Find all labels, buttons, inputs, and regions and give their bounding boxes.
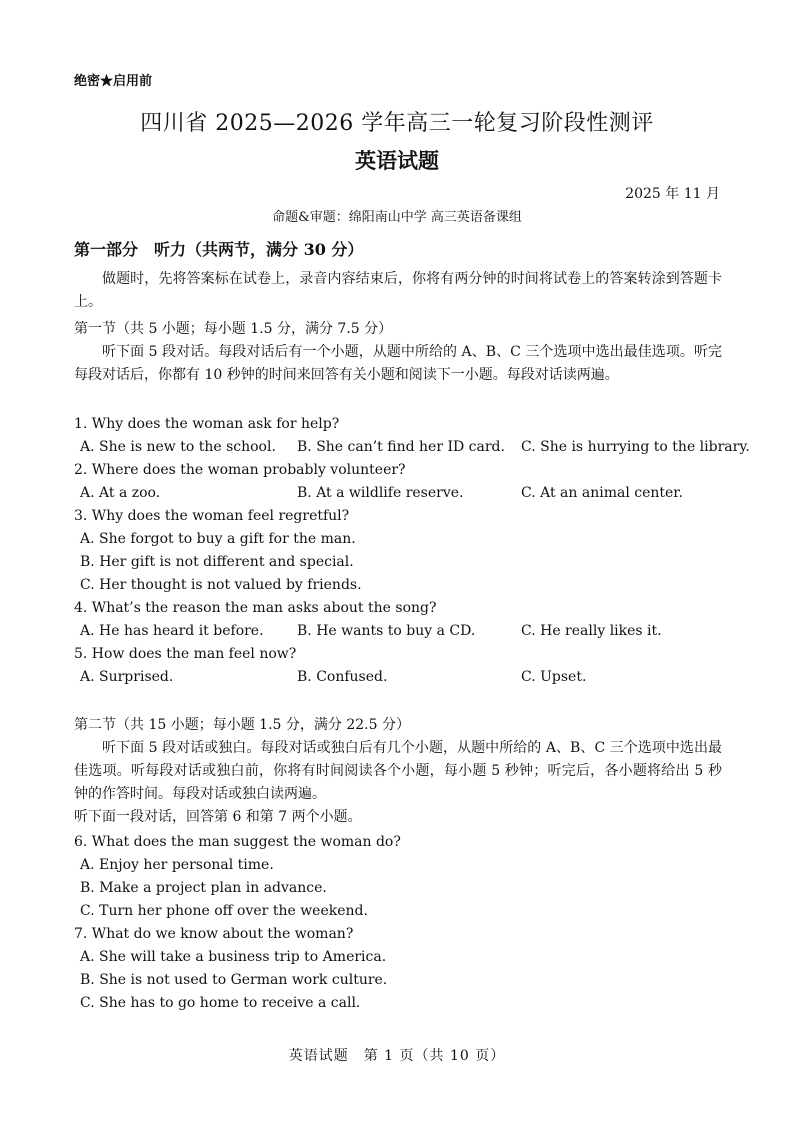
question-6-option-c: C. Turn her phone off over the weekend. <box>80 903 368 919</box>
question-5-option-b: B. Confused. <box>297 669 388 685</box>
author-line: 命题&审题：绵阳南山中学 高三英语备课组 <box>272 210 522 225</box>
part1-intro: 做题时，先将答案标在试卷上，录音内容结束后，你将有两分钟的时间将试卷上的答案转涂到答题卡上。 <box>74 271 722 310</box>
question-1-stem: 1. Why does the woman ask for help? <box>74 416 340 432</box>
question-6-stem: 6. What does the man suggest the woman do? <box>74 834 401 850</box>
question-4-option-c: C. He really likes it. <box>521 623 662 639</box>
question-7-option-a: A. She will take a business trip to America. <box>80 949 387 965</box>
question-1-option-c: C. She is hurrying to the library. <box>521 439 750 455</box>
section1-heading: 第一节（共 5 小题；每小题 1.5 分，满分 7.5 分） <box>74 321 393 337</box>
question-2-option-c: C. At an animal center. <box>521 485 683 501</box>
exam-date: 2025 年 11 月 <box>625 186 720 202</box>
exam-title: 四川省 2025—2026 学年高三一轮复习阶段性测评 <box>140 111 654 136</box>
page-footer: 英语试题 第 1 页（共 10 页） <box>288 1048 506 1064</box>
question-5-stem: 5. How does the man feel now? <box>74 646 297 662</box>
confidential-mark: 绝密★启用前 <box>74 74 153 89</box>
question-7-option-b: B. She is not used to German work culture. <box>80 972 388 988</box>
section1-instructions: 听下面 5 段对话。每段对话后有一个小题，从题中所给的 A、B、C 三个选项中选出最佳选项。听完每段对话后，你都有 10 秒钟的时间来回答有关小题和阅读下一小题。每段对话读两遍。 <box>74 344 722 383</box>
question-3-option-b: B. Her gift is not different and special. <box>80 554 354 570</box>
question-1-option-a: A. She is new to the school. <box>80 439 276 455</box>
section2-instructions: 听下面 5 段对话或独白。每段对话或独白后有几个小题，从题中所给的 A、B、C 三个选项中选出最佳选项。听每段对话或独白前，你将有时间阅读各个小题，每小题 5 秒钟；听完后，各小题将给出 5 秒钟的作答时间。每段对话或独白读两遍。 <box>74 740 722 802</box>
question-2-option-b: B. At a wildlife reserve. <box>297 485 464 501</box>
question-1-option-b: B. She can’t find her ID card. <box>297 439 505 455</box>
part1-heading: 第一部分 听力（共两节，满分 30 分） <box>74 240 364 259</box>
question-4-option-b: B. He wants to buy a CD. <box>297 623 476 639</box>
section2-subheading: 听下面一段对话，回答第 6 和第 7 两个小题。 <box>74 809 362 825</box>
question-6-option-a: A. Enjoy her personal time. <box>80 857 274 873</box>
question-3-option-a: A. She forgot to buy a gift for the man. <box>80 531 356 547</box>
question-5-option-c: C. Upset. <box>521 669 587 685</box>
question-2-stem: 2. Where does the woman probably volunteer? <box>74 462 406 478</box>
question-7-option-c: C. She has to go home to receive a call. <box>80 995 361 1011</box>
question-3-option-c: C. Her thought is not valued by friends. <box>80 577 362 593</box>
subject-title: 英语试题 <box>355 148 439 173</box>
question-4-option-a: A. He has heard it before. <box>80 623 264 639</box>
question-4-stem: 4. What’s the reason the man asks about the song? <box>74 600 437 616</box>
question-2-option-a: A. At a zoo. <box>80 485 161 501</box>
question-6-option-b: B. Make a project plan in advance. <box>80 880 327 896</box>
section2-heading: 第二节（共 15 小题；每小题 1.5 分，满分 22.5 分） <box>74 717 410 733</box>
question-3-stem: 3. Why does the woman feel regretful? <box>74 508 350 524</box>
question-5-option-a: A. Surprised. <box>80 669 174 685</box>
question-7-stem: 7. What do we know about the woman? <box>74 926 354 942</box>
